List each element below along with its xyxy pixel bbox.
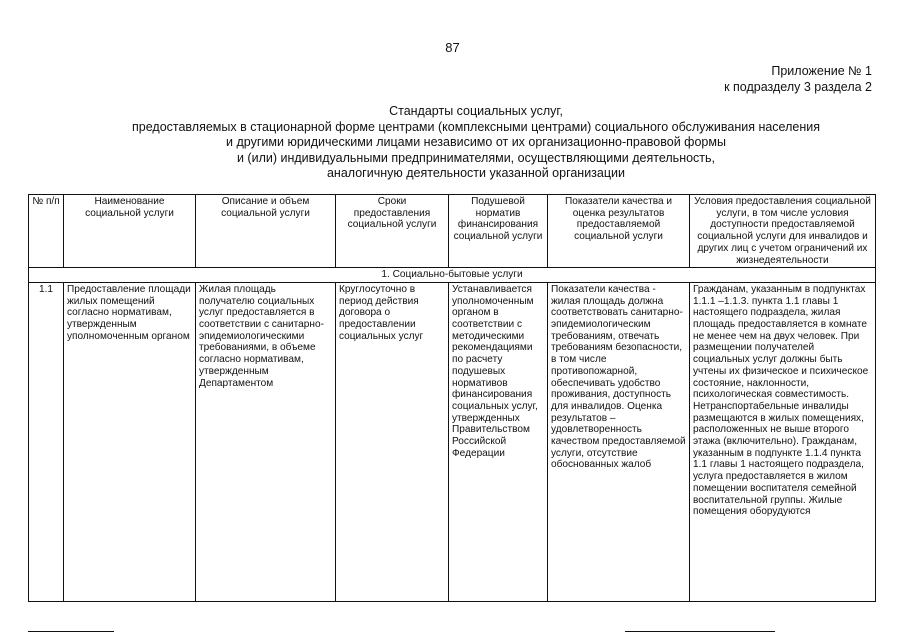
page-number: 87 [445, 40, 460, 55]
appendix-reference [724, 63, 872, 95]
header-number: № п/п [29, 195, 64, 268]
appendix-line-1: Приложение № 1 [771, 64, 872, 78]
row-financing: Устанавливается уполномоченным органом в соответствии с методическими рекомендациями по расчету подушевых нормативов финансирования социальных услуг, утвержденных Правительством Российской Федерации [449, 282, 548, 601]
appendix-line-2: к подразделу 3 раздела 2 [724, 80, 872, 94]
standards-table [28, 194, 876, 602]
bottom-rule-right [625, 631, 775, 632]
title-line: и (или) индивидуальными предпринимателями, осуществляющими деятельность, [236, 150, 716, 165]
section-row [29, 268, 876, 283]
row-quality: Показатели качества - жилая площадь должна соответствовать санитарно-эпидемиологическим требованиям, отвечать требованиям безопасности, в том числе противопожарной, обеспечивать удобство проживания, доступность для инвалидов. Оценка результатов – удовлетворенность качеством предоставляемой услуги, отсутствие обоснованных жалоб [548, 282, 690, 601]
title-line: Стандарты социальных услуг, [389, 104, 563, 118]
header-description: Описание и объем социальной услуги [196, 195, 336, 268]
title-line: аналогичную деятельности указанной организации [326, 166, 625, 181]
header-financing: Подушевой норматив финансирования социальной услуги [449, 195, 548, 268]
document-title [40, 104, 905, 182]
table-row [29, 282, 876, 601]
section-title: 1. Социально-бытовые услуги [29, 268, 876, 283]
bottom-rule-left [28, 631, 114, 632]
row-number: 1.1 [29, 282, 64, 601]
row-description: Жилая площадь получателю социальных услуг предоставляется в соответствии с санитарно-эпидемиологическими требованиями, в объеме согласно нормативам, утвержденным Департаментом [196, 282, 336, 601]
row-service-name: Предоставление площади жилых помещений согласно нормативам, утвержденным уполномоченным органом [64, 282, 196, 601]
table-header-row [29, 195, 876, 268]
header-terms: Сроки предоставления социальной услуги [336, 195, 449, 268]
row-terms: Круглосуточно в период действия договора о предоставлении социальных услуг [336, 282, 449, 601]
header-quality: Показатели качества и оценка результатов предоставляемой социальной услуги [548, 195, 690, 268]
header-conditions: Условия предоставления социальной услуги, в том числе условия доступности предоставляемой социальной услуги для инвалидов и других лиц с учетом ограничений их жизнедеятельности [690, 195, 876, 268]
row-conditions: Гражданам, указанным в подпунктах 1.1.1 –1.1.3. пункта 1.1 главы 1 настоящего подраздела, жилая площадь предоставляется в комнате не менее чем на двух человек. При размещении получателей социальных услуг должны быть учтены их физическое и психическое состояние, наклонности, психологическая совместимость. Нетранспортабельные инвалиды размещаются в жилых помещениях, расположенных не выше второго этажа (включительно). Гражданам, указанным в подпункте 1.1.4 пункта 1.1 главы 1 настоящего подраздела, услуга предоставляется в жилом помещении воспитателя семейной воспитательной группы. Жилые помещения оборудуются [690, 282, 876, 601]
header-service-name: Наименование социальной услуги [64, 195, 196, 268]
title-line: и другими юридическими лицами независимо от их организационно-правовой формы [226, 135, 726, 150]
title-line: предоставляемых в стационарной форме центрами (комплексными центрами) социального обслуживания населения [132, 119, 820, 134]
